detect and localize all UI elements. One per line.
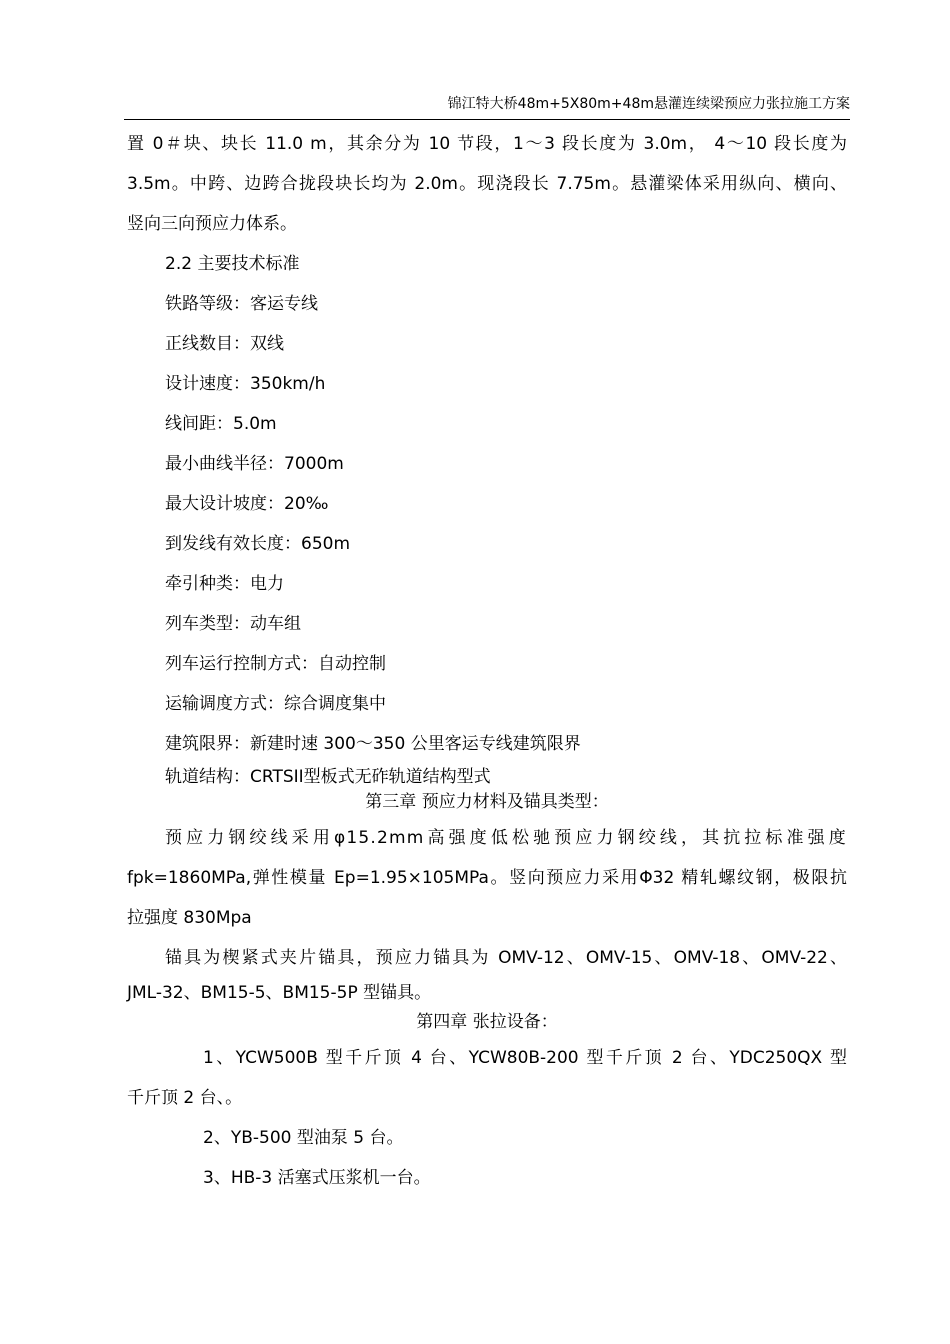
standard-item: 列车类型：动车组 bbox=[165, 614, 301, 634]
page-body bbox=[127, 124, 847, 1198]
equipment-item-2: 2、YB-500 型油泵 5 台。 bbox=[203, 1128, 404, 1148]
chapter-3-para-2-line-1: 锚具为楔紧式夹片锚具，预应力锚具为 OMV-12、OMV-15、OMV-18、OMV-22、 bbox=[165, 948, 847, 968]
running-header bbox=[124, 93, 850, 120]
technical-standards-list bbox=[127, 284, 847, 790]
standard-item: 最大设计坡度：20‰ bbox=[165, 494, 329, 514]
intro-line-3: 竖向三向预应力体系。 bbox=[127, 214, 297, 234]
chapter-4-heading: 第四章 张拉设备： bbox=[416, 1012, 558, 1032]
standard-item: 线间距：5.0m bbox=[165, 414, 277, 434]
standard-item: 正线数目：双线 bbox=[165, 334, 284, 354]
standard-item: 运输调度方式：综合调度集中 bbox=[165, 694, 386, 714]
intro-line-2: 3.5m。中跨、边跨合拢段块长均为 2.0m。现浇段长 7.75m。悬灌梁体采用纵向、横向、 bbox=[127, 174, 847, 194]
chapter-3-para-1-line-2: fpk=1860MPa,弹性模量 Ep=1.95×105MPa。竖向预应力采用Φ32 精轧螺纹钢，极限抗 bbox=[127, 868, 847, 888]
standard-item: 到发线有效长度：650m bbox=[165, 534, 351, 554]
standard-item: 铁路等级：客运专线 bbox=[165, 294, 318, 314]
document-title: 锦江特大桥48m+5X80m+48m悬灌连续梁预应力张拉施工方案 bbox=[447, 96, 850, 112]
chapter-3-para-1-line-3: 拉强度 830Mpa bbox=[127, 908, 252, 928]
equipment-item-3: 3、HB-3 活塞式压浆机一台。 bbox=[203, 1168, 431, 1188]
intro-line-1: 置 0＃块、块长 11.0 m，其余分为 10 节段，1～3 段长度为 3.0m， 4～10 段长度为 bbox=[127, 134, 847, 154]
chapter-3-heading: 第三章 预应力材料及锚具类型： bbox=[365, 792, 609, 812]
equipment-item-1-line-2: 千斤顶 2 台、。 bbox=[127, 1088, 243, 1108]
chapter-3-para-1-line-1: 预应力钢绞线采用φ15.2mm高强度低松驰预应力钢绞线，其抗拉标准强度 bbox=[165, 828, 847, 848]
chapter-3-para-2-line-2: JML-32、BM15-5、BM15-5P 型锚具。 bbox=[127, 983, 432, 1003]
section-heading-2-2: 2.2 主要技术标准 bbox=[165, 254, 300, 274]
standard-item: 轨道结构：CRTSII型板式无砟轨道结构型式 bbox=[165, 767, 491, 787]
standard-item: 列车运行控制方式：自动控制 bbox=[165, 654, 386, 674]
standard-item: 牵引种类：电力 bbox=[165, 574, 284, 594]
standard-item: 最小曲线半径：7000m bbox=[165, 454, 344, 474]
standard-item: 设计速度：350km/h bbox=[165, 374, 326, 394]
standard-item: 建筑限界：新建时速 300～350 公里客运专线建筑限界 bbox=[165, 734, 581, 754]
equipment-item-1-line-1: 1、YCW500B 型千斤顶 4 台、YCW80B-200 型千斤顶 2 台、YDC250QX 型 bbox=[203, 1048, 847, 1068]
